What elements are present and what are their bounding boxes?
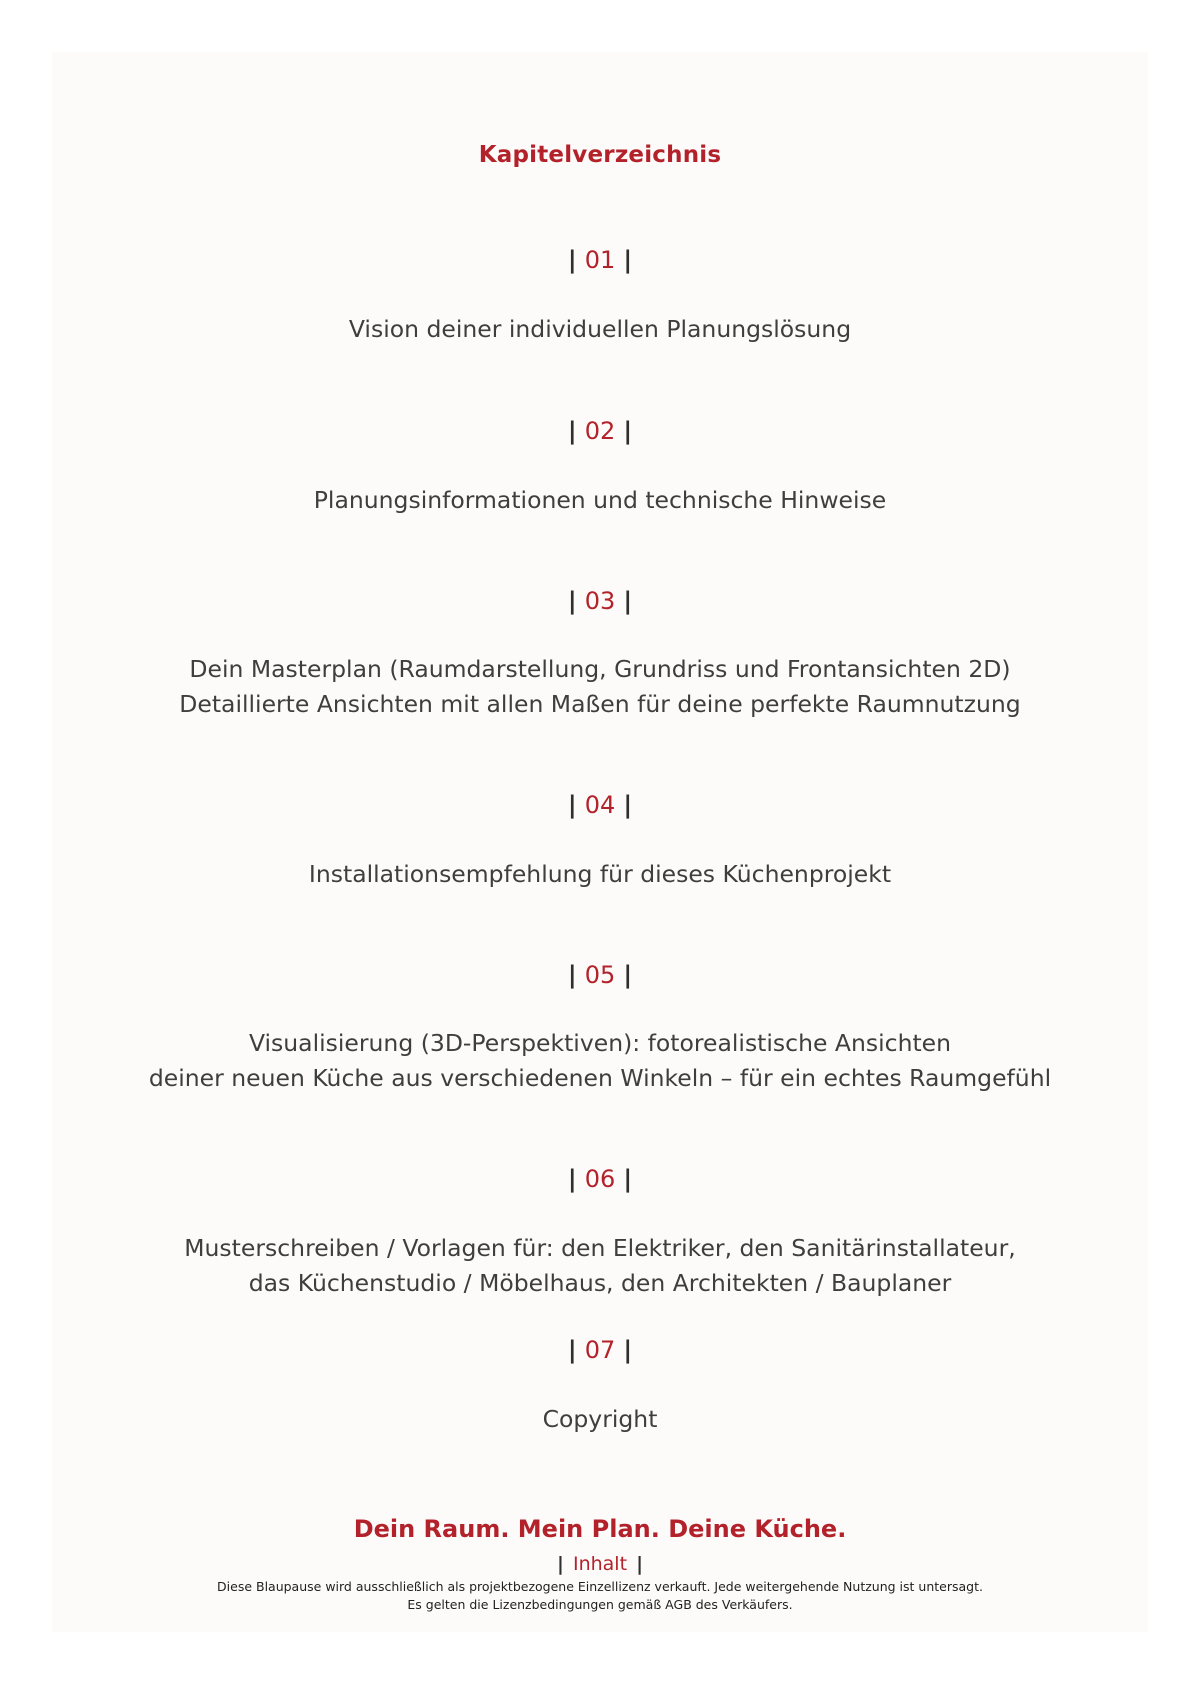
divider-bar: | bbox=[567, 587, 577, 615]
chapter-04-title bbox=[0, 857, 1200, 892]
divider-bar: | bbox=[556, 1553, 564, 1575]
chapter-number: 02 bbox=[584, 417, 616, 445]
chapter-line: Dein Masterplan (Raumdarstellung, Grundriss und Frontansichten 2D) bbox=[189, 655, 1011, 683]
chapter-number: 03 bbox=[584, 587, 616, 615]
divider-bar: | bbox=[623, 961, 633, 989]
chapter-04-number bbox=[0, 791, 1200, 819]
divider-bar: | bbox=[636, 1553, 644, 1575]
footer-legal-notice bbox=[0, 1578, 1200, 1614]
divider-bar: | bbox=[623, 791, 633, 819]
chapter-line: Copyright bbox=[542, 1405, 658, 1433]
page-sheet bbox=[52, 52, 1148, 1632]
page-title: Kapitelverzeichnis bbox=[478, 142, 722, 168]
chapter-line: Planungsinformationen und technische Hinweise bbox=[313, 486, 887, 514]
divider-bar: | bbox=[623, 587, 633, 615]
chapter-02-number bbox=[0, 417, 1200, 445]
chapter-06-title bbox=[0, 1231, 1200, 1301]
chapter-line: Visualisierung (3D-Perspektiven): fotorealistische Ansichten bbox=[248, 1029, 952, 1057]
chapter-line: Detaillierte Ansichten mit allen Maßen für deine perfekte Raumnutzung bbox=[179, 690, 1021, 718]
chapter-01-number bbox=[0, 246, 1200, 274]
chapter-line: Musterschreiben / Vorlagen für: den Elektriker, den Sanitärinstallateur, bbox=[184, 1234, 1016, 1262]
chapter-line: deiner neuen Küche aus verschiedenen Winkeln – für ein echtes Raumgefühl bbox=[148, 1064, 1052, 1092]
chapter-05-number bbox=[0, 961, 1200, 989]
divider-bar: | bbox=[567, 961, 577, 989]
chapter-03-title bbox=[0, 652, 1200, 722]
chapter-01-title bbox=[0, 312, 1200, 347]
chapter-06-number bbox=[0, 1165, 1200, 1193]
chapter-line: Installationsempfehlung für dieses Küchenprojekt bbox=[308, 860, 892, 888]
chapter-number: 01 bbox=[584, 246, 616, 274]
divider-bar: | bbox=[567, 246, 577, 274]
divider-bar: | bbox=[567, 417, 577, 445]
chapter-03-number bbox=[0, 587, 1200, 615]
divider-bar: | bbox=[623, 1336, 633, 1364]
chapter-number: 06 bbox=[584, 1165, 616, 1193]
legal-line: Es gelten die Lizenzbedingungen gemäß AGB des Verkäufers. bbox=[407, 1597, 793, 1612]
divider-bar: | bbox=[623, 1165, 633, 1193]
footer-slogan: Dein Raum. Mein Plan. Deine Küche. bbox=[353, 1515, 847, 1543]
chapter-number: 05 bbox=[584, 961, 616, 989]
legal-line: Diese Blaupause wird ausschließlich als projektbezogene Einzellizenz verkauft. Jede weitergehende Nutzung ist untersagt. bbox=[217, 1579, 983, 1594]
divider-bar: | bbox=[623, 246, 633, 274]
chapter-07-number bbox=[0, 1336, 1200, 1364]
divider-bar: | bbox=[567, 791, 577, 819]
chapter-05-title bbox=[0, 1026, 1200, 1096]
chapter-line: das Küchenstudio / Möbelhaus, den Architekten / Bauplaner bbox=[248, 1269, 952, 1297]
chapter-02-title bbox=[0, 483, 1200, 518]
chapter-line: Vision deiner individuellen Planungslösung bbox=[348, 315, 852, 343]
footer-label-text: Inhalt bbox=[572, 1553, 628, 1575]
chapter-07-title bbox=[0, 1402, 1200, 1437]
chapter-number: 07 bbox=[584, 1336, 616, 1364]
divider-bar: | bbox=[567, 1336, 577, 1364]
chapter-number: 04 bbox=[584, 791, 616, 819]
footer-section-label bbox=[0, 1553, 1200, 1575]
divider-bar: | bbox=[623, 417, 633, 445]
divider-bar: | bbox=[567, 1165, 577, 1193]
